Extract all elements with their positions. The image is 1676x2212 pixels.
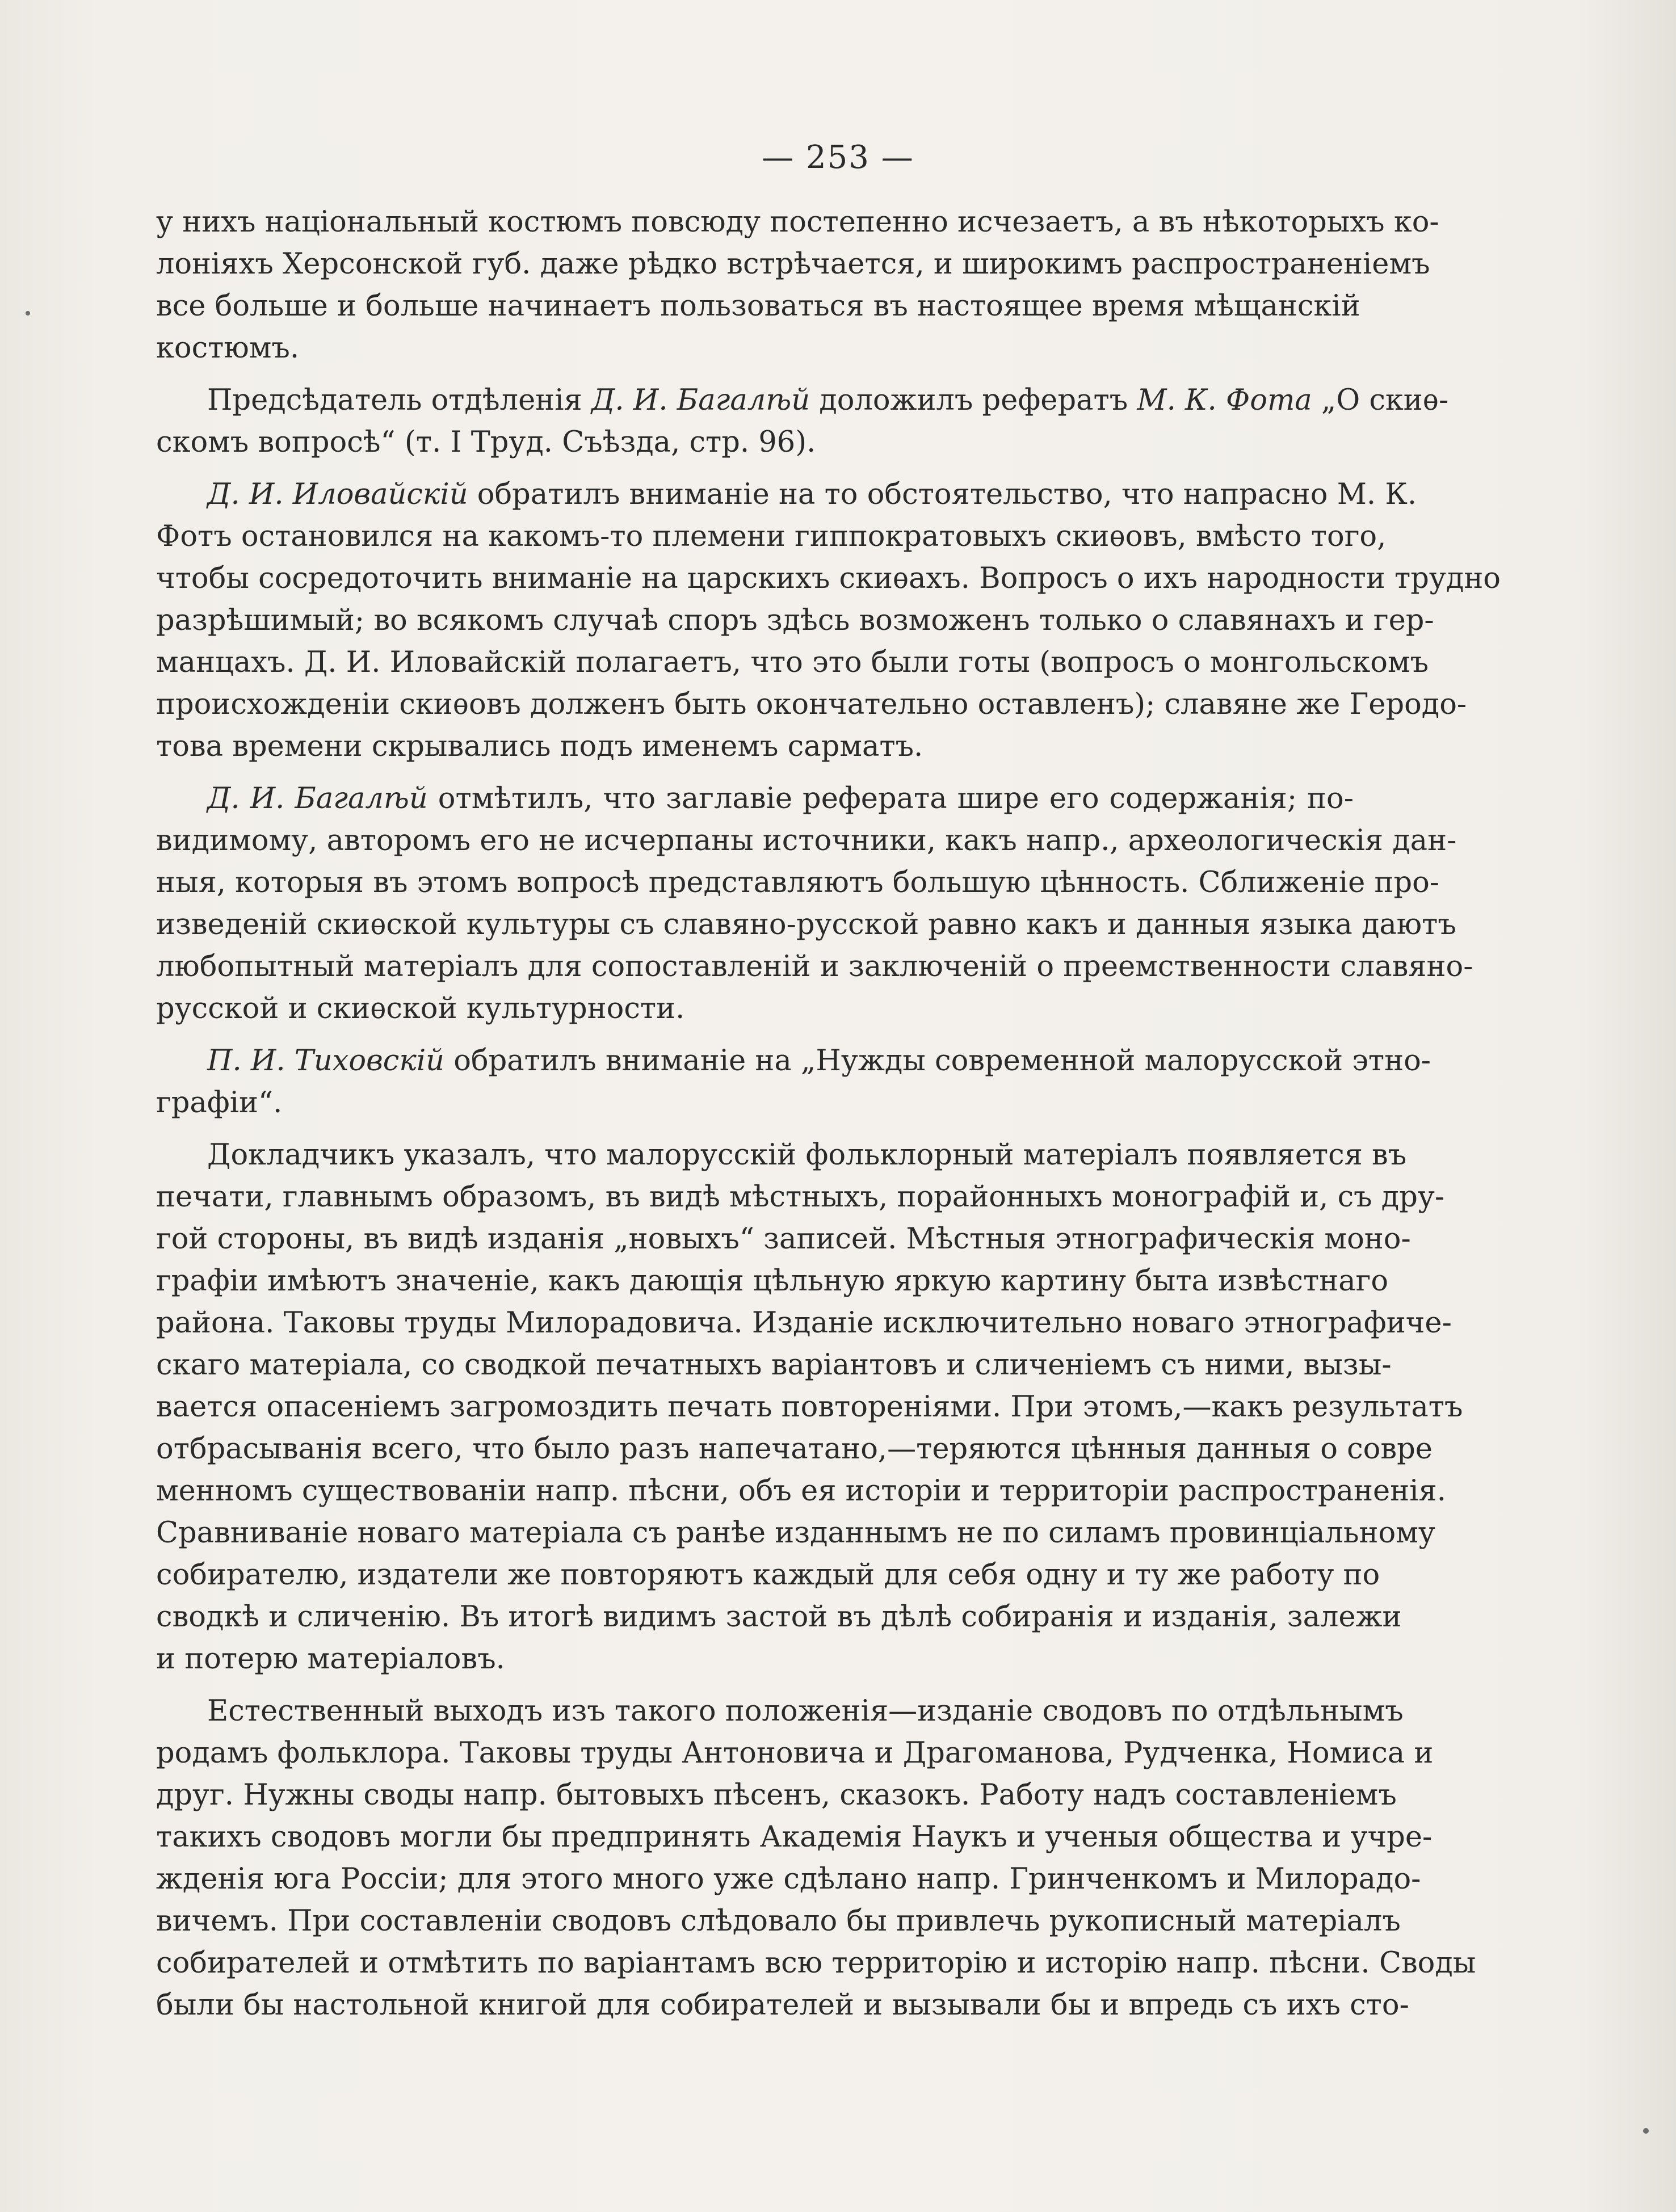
body-text: [156, 201, 1501, 2026]
text-run: собирателю, издатели же повторяютъ каждый для себя одну и ту же работу по: [156, 1558, 1380, 1592]
text-run: русской и скиѳской культурности.: [156, 992, 685, 1025]
text-run: печати, главнымъ образомъ, въ видѣ мѣстныхъ, порайонныхъ монографій и, съ дру-: [156, 1180, 1445, 1214]
text-line: [156, 1732, 1434, 1774]
text-run: и потерю матеріаловъ.: [156, 1642, 505, 1676]
text-run: графіи“.: [156, 1086, 283, 1120]
text-run: вичемъ. При составленіи сводовъ слѣдовало бы привлечь рукописный матеріалъ: [156, 1904, 1401, 1938]
text-line: [156, 1984, 1409, 2026]
text-line: [156, 946, 1473, 988]
text-run: видимому, авторомъ его не исчерпаны источники, какъ напр., археологическія дан-: [156, 824, 1457, 857]
text-line: [156, 422, 1354, 464]
text-line: [156, 243, 1430, 285]
text-run: разрѣшимый; во всякомъ случаѣ споръ здѣсь возможенъ только о славянахъ и гер-: [156, 604, 1434, 637]
text-run: чтобы сосредоточить вниманіе на царскихъ скиѳахъ. Вопросъ о ихъ народности трудно: [156, 562, 1501, 595]
text-line: [156, 862, 1440, 904]
text-line: [156, 1690, 1404, 1732]
text-line: [156, 1260, 1389, 1302]
text-run: графіи имѣютъ значеніе, какъ дающія цѣльную яркую картину быта извѣстнаго: [156, 1264, 1389, 1298]
text-line: [156, 1176, 1445, 1218]
text-run: у нихъ національный костюмъ повсюду постепенно исчезаетъ, а въ нѣкоторыхъ ко-: [156, 205, 1439, 239]
text-run: родамъ фольклора. Таковы труды Антоновича и Драгоманова, Рудченка, Номиса и: [156, 1736, 1434, 1770]
text-run: изведеній скиѳской культуры съ славяно-русской равно какъ и данныя языка даютъ: [156, 908, 1456, 941]
text-run: обратилъ вниманіе на „Нужды современной малорусской этно-: [444, 1044, 1431, 1078]
text-run: доложилъ рефератъ: [810, 384, 1137, 417]
text-line: [156, 380, 1449, 422]
text-line: [156, 1082, 1354, 1124]
text-line: [156, 1470, 1446, 1512]
text-line: [156, 1302, 1452, 1344]
text-run: отбрасыванія всего, что было разъ напечатано,—теряются цѣнныя данныя о совре: [156, 1432, 1433, 1466]
text-line: [156, 1218, 1411, 1260]
text-line: [156, 1428, 1433, 1470]
text-run: вается опасеніемъ загромоздить печать повтореніями. При этомъ,—какъ результатъ: [156, 1390, 1463, 1424]
text-line: [156, 474, 1417, 516]
print-speck: [26, 311, 30, 316]
text-run: любопытный матеріалъ для сопоставленій и заключеній о преемственности славяно-: [156, 950, 1473, 983]
text-run: обратилъ вниманіе на то обстоятельство, что напрасно М. К.: [468, 478, 1417, 511]
text-line: [156, 201, 1439, 243]
text-line: [156, 1942, 1476, 1984]
text-line: [156, 988, 1354, 1030]
text-line: [156, 1344, 1392, 1386]
person-name: П. И. Тиховскій: [207, 1044, 444, 1078]
text-line: [156, 1554, 1380, 1596]
person-name: М. К. Фота: [1137, 384, 1312, 417]
text-line: [156, 1638, 1354, 1680]
text-run: были бы настольной книгой для собирателей и вызывали бы и впредь съ ихъ сто-: [156, 1988, 1409, 2022]
text-run: гой стороны, въ видѣ изданія „новыхъ“ записей. Мѣстныя этнографическія моно-: [156, 1222, 1411, 1256]
text-run: скомъ вопросѣ“ (т. I Труд. Съѣзда, стр. 96).: [156, 426, 816, 459]
text-line: [156, 1134, 1407, 1176]
text-line: [156, 1774, 1397, 1816]
text-line: [156, 1040, 1431, 1082]
person-name: Д. И. Багалѣй: [591, 384, 810, 417]
text-line: [156, 1386, 1463, 1428]
text-run: ныя, которыя въ этомъ вопросѣ представляютъ большую цѣнность. Сближеніе про-: [156, 866, 1440, 899]
text-run: отмѣтилъ, что заглавіе реферата шире его содержанія; по-: [427, 782, 1354, 815]
text-line: [156, 327, 1354, 369]
text-run: Естественный выходъ изъ такого положенія—изданіе сводовъ по отдѣльнымъ: [207, 1694, 1404, 1728]
text-line: [156, 1858, 1421, 1900]
text-line: [156, 1596, 1402, 1638]
text-line: [156, 820, 1457, 862]
page-number: — 253 —: [762, 139, 914, 176]
person-name: Д. И. Иловайскій: [207, 478, 468, 511]
text-run: района. Таковы труды Милорадовича. Изданіе исключительно новаго этнографиче-: [156, 1306, 1452, 1340]
text-run: сводкѣ и сличенію. Въ итогѣ видимъ застой въ дѣлѣ собиранія и изданія, залежи: [156, 1600, 1402, 1634]
text-run: такихъ сводовъ могли бы предпринять Академія Наукъ и ученыя общества и учре-: [156, 1820, 1433, 1854]
text-line: [156, 778, 1354, 820]
text-line: [156, 1816, 1433, 1858]
text-run: происхожденіи скиѳовъ долженъ быть окончательно оставленъ); славяне же Геродо-: [156, 688, 1467, 721]
text-run: това времени скрывались подъ именемъ сарматъ.: [156, 730, 923, 763]
print-speck: [1643, 2128, 1649, 2134]
text-run: все больше и больше начинаетъ пользоваться въ настоящее время мѣщанскій: [156, 289, 1360, 323]
text-line: [156, 726, 1354, 768]
text-run: друг. Нужны своды напр. бытовыхъ пѣсенъ, сказокъ. Работу надъ составленіемъ: [156, 1778, 1397, 1812]
text-line: [156, 1900, 1401, 1942]
text-run: скаго матеріала, со сводкой печатныхъ варіантовъ и сличеніемъ съ ними, вызы-: [156, 1348, 1392, 1382]
text-line: [156, 642, 1429, 684]
text-line: [156, 600, 1434, 642]
text-run: „О скиѳ-: [1312, 384, 1449, 417]
text-run: Сравниваніе новаго матеріала съ ранѣе изданнымъ не по силамъ провинціальному: [156, 1516, 1435, 1550]
text-run: Фотъ остановился на какомъ-то племени гиппократовыхъ скиѳовъ, вмѣсто того,: [156, 520, 1387, 553]
text-line: [156, 904, 1456, 946]
text-run: манцахъ. Д. И. Иловайскій полагаетъ, что это были готы (вопросъ о монгольскомъ: [156, 646, 1429, 679]
text-run: Докладчикъ указалъ, что малорусскій фольклорный матеріалъ появляется въ: [207, 1138, 1407, 1172]
person-name: Д. И. Багалѣй: [207, 782, 428, 815]
text-run: лоніяхъ Херсонской губ. даже рѣдко встрѣчается, и широкимъ распространеніемъ: [156, 247, 1430, 281]
text-line: [156, 285, 1360, 327]
text-run: Предсѣдатель отдѣленія: [207, 384, 591, 417]
text-run: собирателей и отмѣтить по варіантамъ всю территорію и исторію напр. пѣсни. Своды: [156, 1946, 1476, 1980]
text-line: [156, 1512, 1435, 1554]
text-line: [156, 684, 1467, 726]
text-run: менномъ существованіи напр. пѣсни, объ ея исторіи и территоріи распространенія.: [156, 1474, 1446, 1508]
text-line: [156, 516, 1387, 558]
text-run: жденія юга Россіи; для этого много уже сдѣлано напр. Гринченкомъ и Милорадо-: [156, 1862, 1421, 1896]
text-run: костюмъ.: [156, 331, 300, 365]
text-line: [156, 558, 1501, 600]
